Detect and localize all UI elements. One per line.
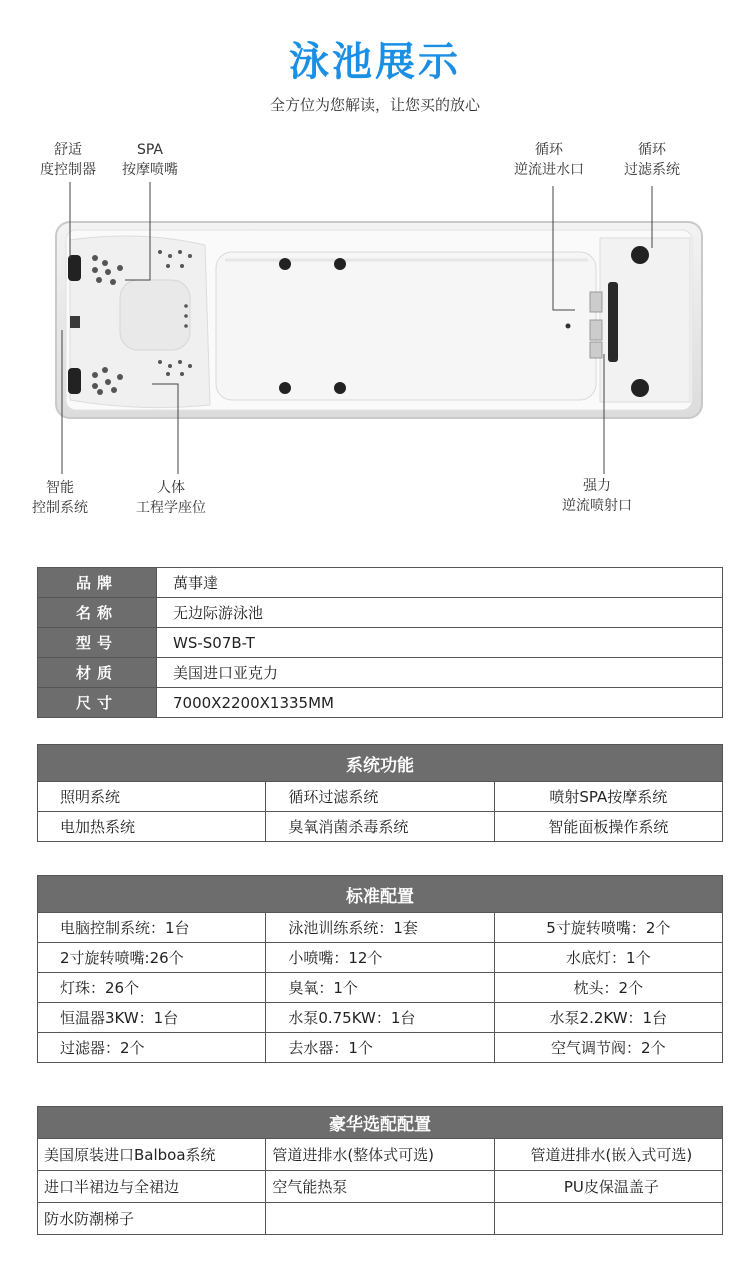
luxury-header: 豪华选配配置 bbox=[38, 1107, 723, 1139]
table-cell: 过滤器：2个 bbox=[38, 1033, 266, 1063]
spec-value: 7000X2200X1335MM bbox=[157, 688, 723, 718]
spec-key: 品牌 bbox=[38, 568, 157, 598]
table-cell: 恒温器3KW：1台 bbox=[38, 1003, 266, 1033]
spec-table bbox=[37, 567, 723, 718]
table-cell: 喷射SPA按摩系统 bbox=[494, 782, 722, 812]
table-cell: 防水防潮梯子 bbox=[38, 1203, 266, 1235]
table-row bbox=[38, 1203, 723, 1235]
standard-table bbox=[37, 875, 723, 1063]
spec-value: 萬事達 bbox=[157, 568, 723, 598]
headrest bbox=[68, 368, 81, 394]
swim-lane bbox=[216, 252, 596, 400]
table-row bbox=[38, 1003, 723, 1033]
table-row bbox=[38, 913, 723, 943]
table-row bbox=[38, 628, 723, 658]
table-cell: 水泵0.75KW：1台 bbox=[266, 1003, 494, 1033]
headrest bbox=[68, 255, 81, 281]
table-cell: 电脑控制系统：1台 bbox=[38, 913, 266, 943]
table-cell bbox=[266, 1203, 494, 1235]
label-comfort-controller: 舒适 度控制器 bbox=[40, 142, 96, 178]
spec-key: 尺寸 bbox=[38, 688, 157, 718]
label-ergonomic-seat: 人体 工程学座位 bbox=[136, 480, 206, 516]
table-cell: 5寸旋转喷嘴：2个 bbox=[494, 913, 722, 943]
label-spa-jets: SPA 按摩喷嘴 bbox=[122, 142, 178, 178]
table-row bbox=[38, 598, 723, 628]
control-panel bbox=[70, 316, 80, 328]
spec-key: 名称 bbox=[38, 598, 157, 628]
table-cell: 水泵2.2KW：1台 bbox=[494, 1003, 722, 1033]
table-row bbox=[38, 1171, 723, 1203]
table-cell: 空气调节阀：2个 bbox=[494, 1033, 722, 1063]
page-subtitle: 全方位为您解读，让您买的放心 bbox=[269, 96, 480, 114]
table-cell: 2寸旋转喷嘴:26个 bbox=[38, 943, 266, 973]
table-cell: 循环过滤系统 bbox=[266, 782, 494, 812]
table-cell: 管道进排水(整体式可选) bbox=[266, 1139, 494, 1171]
table-cell: 去水器：1个 bbox=[266, 1033, 494, 1063]
table-row bbox=[38, 943, 723, 973]
functions-table bbox=[37, 744, 723, 842]
table-row bbox=[38, 782, 723, 812]
table-row bbox=[38, 973, 723, 1003]
pool-diagram bbox=[0, 130, 750, 530]
spec-key: 材质 bbox=[38, 658, 157, 688]
table-cell: PU皮保温盖子 bbox=[494, 1171, 722, 1203]
luxury-table bbox=[37, 1106, 723, 1235]
ergonomic-seat bbox=[120, 280, 190, 350]
spec-value: 美国进口亚克力 bbox=[157, 658, 723, 688]
table-cell: 电加热系统 bbox=[38, 812, 266, 842]
table-cell: 照明系统 bbox=[38, 782, 266, 812]
label-smart-control: 智能 控制系统 bbox=[32, 480, 88, 516]
table-cell: 枕头：2个 bbox=[494, 973, 722, 1003]
spec-value: WS-S07B-T bbox=[157, 628, 723, 658]
standard-header: 标准配置 bbox=[38, 876, 723, 913]
label-circulation-inlet: 循环 逆流进水口 bbox=[514, 142, 584, 178]
table-row bbox=[38, 812, 723, 842]
table-cell: 泳池训练系统：1套 bbox=[266, 913, 494, 943]
table-row bbox=[38, 658, 723, 688]
table-cell: 美国原装进口Balboa系统 bbox=[38, 1139, 266, 1171]
table-cell: 臭氧消菌杀毒系统 bbox=[266, 812, 494, 842]
table-cell: 水底灯：1个 bbox=[494, 943, 722, 973]
table-cell bbox=[494, 1203, 722, 1235]
table-cell: 小喷嘴：12个 bbox=[266, 943, 494, 973]
spec-key: 型号 bbox=[38, 628, 157, 658]
table-cell: 空气能热泵 bbox=[266, 1171, 494, 1203]
page-title: 泳池展示 bbox=[289, 39, 461, 85]
table-cell: 进口半裙边与全裙边 bbox=[38, 1171, 266, 1203]
spec-value: 无边际游泳池 bbox=[157, 598, 723, 628]
table-row bbox=[38, 1139, 723, 1171]
functions-header: 系统功能 bbox=[38, 745, 723, 782]
table-cell: 智能面板操作系统 bbox=[494, 812, 722, 842]
table-cell: 臭氧：1个 bbox=[266, 973, 494, 1003]
table-row bbox=[38, 1033, 723, 1063]
counter-current-jet bbox=[608, 282, 618, 362]
table-row bbox=[38, 688, 723, 718]
label-power-jet: 强力 逆流喷射口 bbox=[562, 478, 632, 514]
pool-illustration bbox=[0, 130, 750, 530]
label-filter-system: 循环 过滤系统 bbox=[624, 142, 680, 178]
table-cell: 灯珠：26个 bbox=[38, 973, 266, 1003]
table-row bbox=[38, 568, 723, 598]
table-cell: 管道进排水(嵌入式可选) bbox=[494, 1139, 722, 1171]
